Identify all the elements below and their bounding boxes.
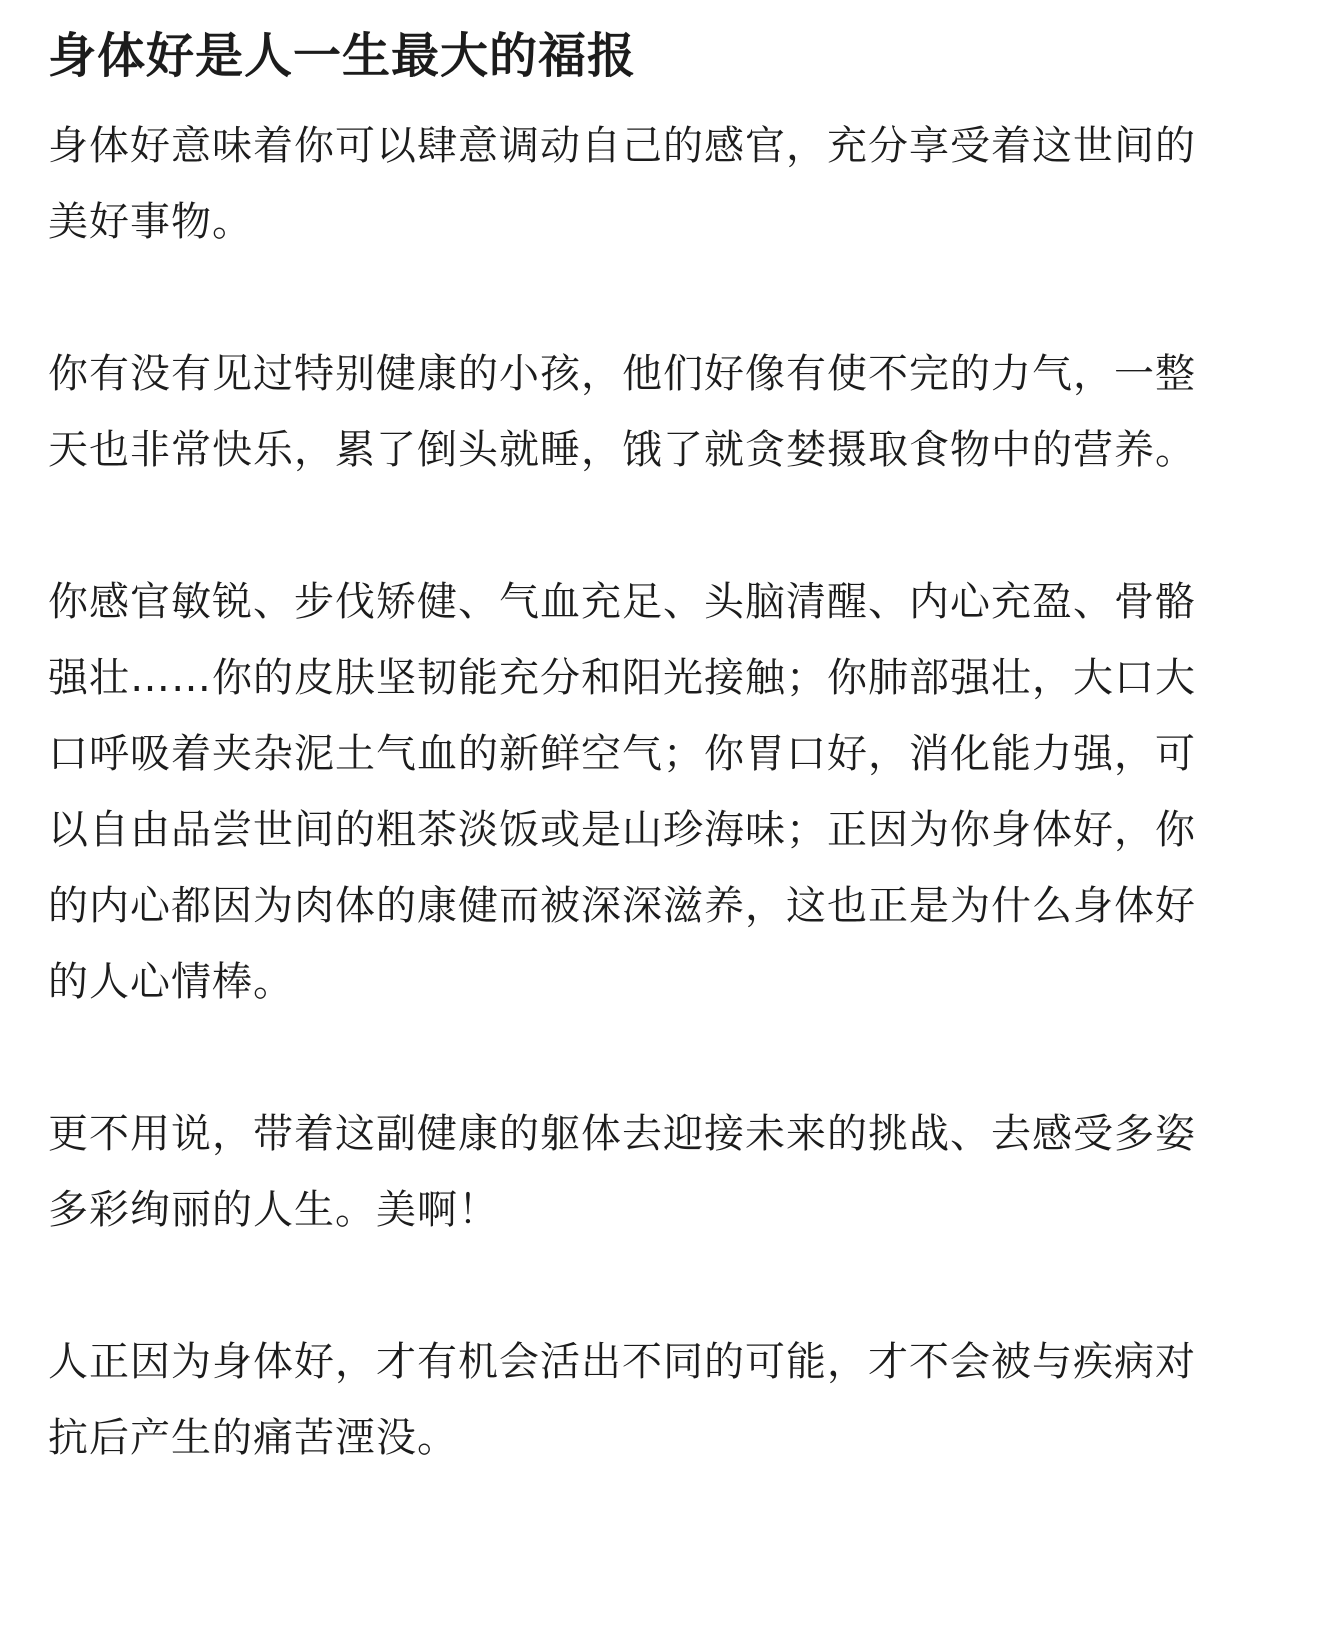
article-paragraph-5: 人正因为身体好，才有机会活出不同的可能，才不会被与疾病对抗后产生的痛苦湮没。 (48, 1339, 1196, 1461)
article-paragraph-4: 更不用说，带着这副健康的躯体去迎接未来的挑战、去感受多姿多彩绚丽的人生。美啊！ (48, 1111, 1196, 1233)
article-paragraph-1: 身体好意味着你可以肆意调动自己的感官，充分享受着这世间的美好事物。 (48, 123, 1196, 245)
article-paragraph-2: 你有没有见过特别健康的小孩，他们好像有使不完的力气，一整天也非常快乐，累了倒头就睡，饿了就贪婪摄取食物中的营养。 (48, 351, 1196, 473)
article-paragraph-3: 你感官敏锐、步伐矫健、气血充足、头脑清醒、内心充盈、骨骼强壮……你的皮肤坚韧能充分和阳光接触；你肺部强壮，大口大口呼吸着夹杂泥土气血的新鲜空气；你胃口好，消化能力强，可以自由品尝世间的粗茶淡饭或是山珍海味；正因为你身体好，你的内心都因为肉体的康健而被深深滋养，这也正是为什么身体好的人心情棒。 (48, 579, 1196, 1005)
article-title: 身体好是人一生最大的福报 (48, 28, 637, 84)
